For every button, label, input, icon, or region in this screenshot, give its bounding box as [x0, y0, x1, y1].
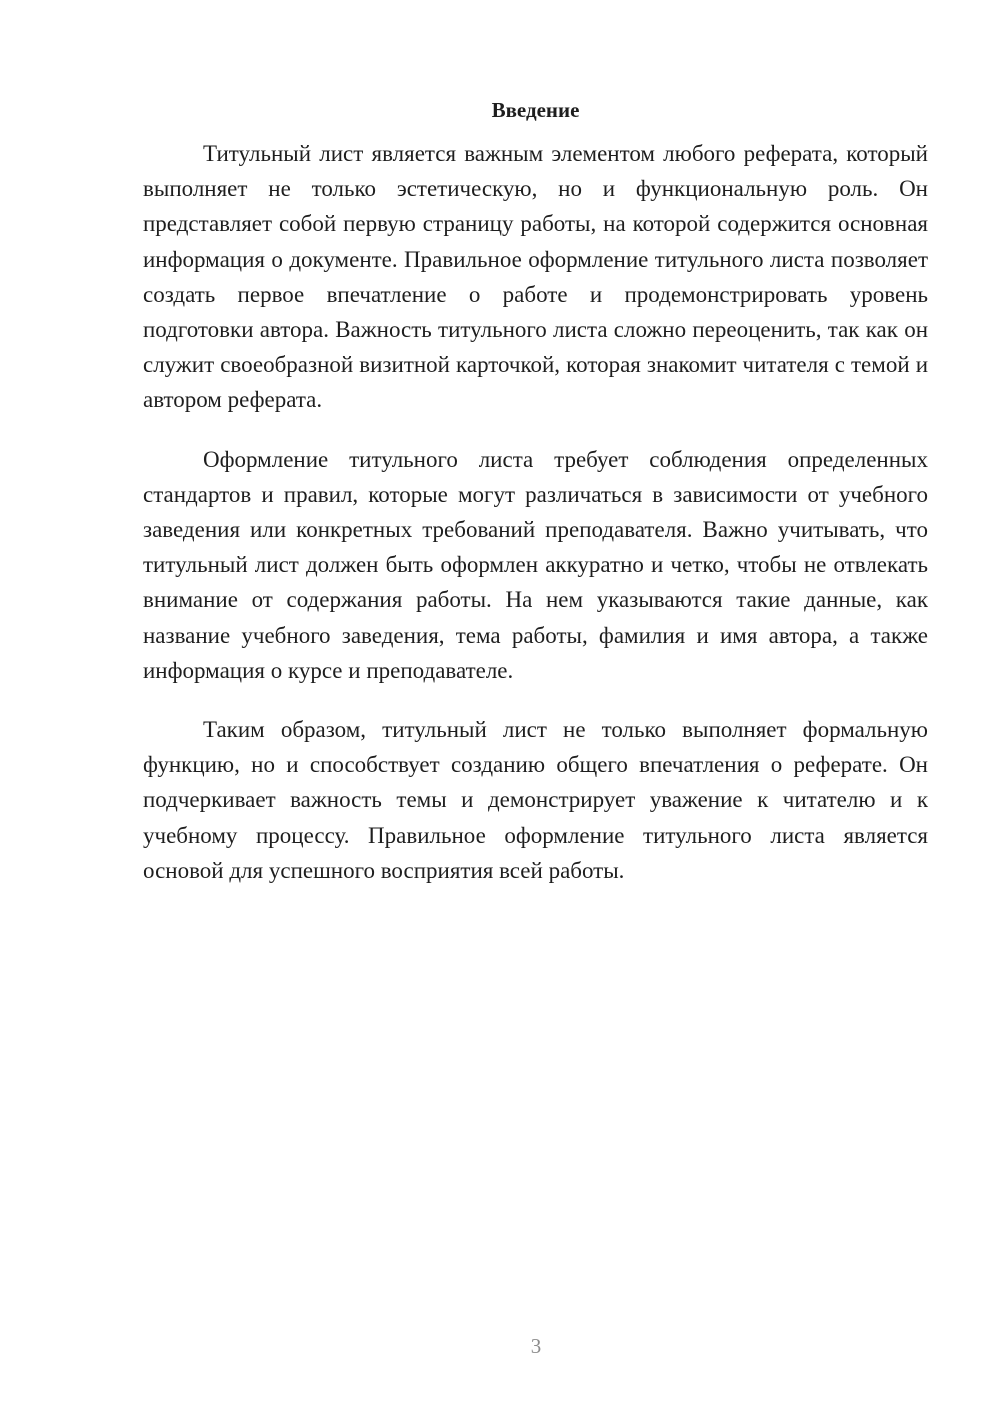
page-number: 3: [530, 1334, 542, 1358]
section-heading: Введение: [491, 98, 580, 122]
paragraph-3: Таким образом, титульный лист не только выполняет формальную функцию, но и способствует созданию общего впечатления о реферате. Он подчеркивает важность темы и демонстрирует уважение к читателю и к учебному процессу. Правильное оформление титульного листа является основой для успешного восприятия всей работы.: [143, 717, 928, 883]
paragraph-2: Оформление титульного листа требует соблюдения определенных стандартов и правил, которые могут различаться в зависимости от учебного заведения или конкретных требований преподавателя. Важно учитывать, что титульный лист должен быть оформлен аккуратно и четко, чтобы не отвлекать внимание от содержания работы. На нем указываются такие данные, как название учебного заведения, тема работы, фамилия и имя автора, а также информация о курсе и преподавателе.: [143, 446, 928, 683]
document-body: [143, 95, 928, 912]
paragraph-1: Титульный лист является важным элементом любого реферата, который выполняет не только эстетическую, но и функциональную роль. Он представляет собой первую страницу работы, на которой содержится основная информация о документе. Правильное оформление титульного листа позволяет создать первое впечатление о работе и продемонстрировать уровень подготовки автора. Важность титульного листа сложно переоценить, так как он служит своеобразной визитной карточкой, которая знакомит читателя с темой и автором реферата.: [143, 141, 928, 413]
